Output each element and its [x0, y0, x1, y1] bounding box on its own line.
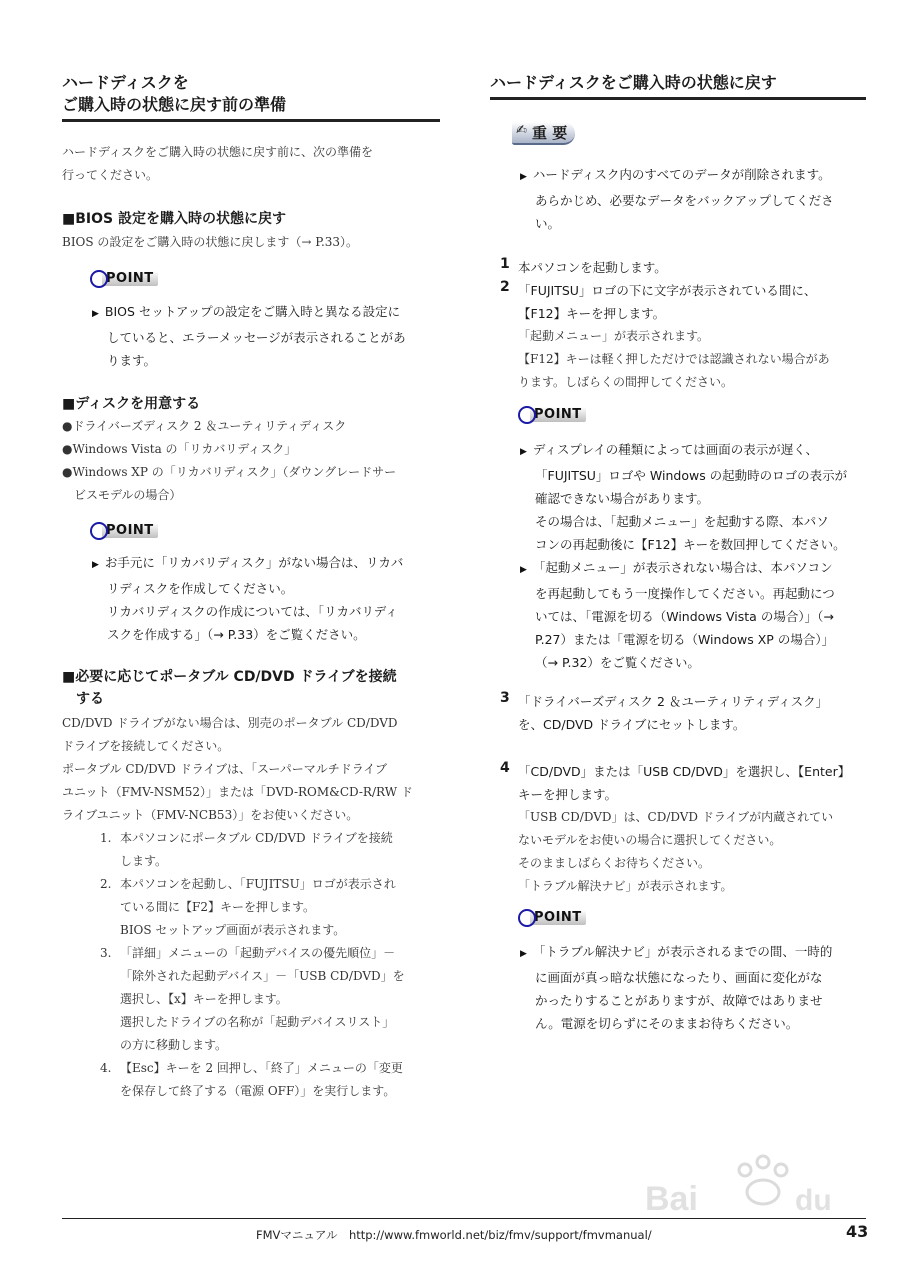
drive-heading: ■必要に応じてポータブル CD/DVD ドライブを接続 する	[62, 669, 397, 707]
disk-heading: ■ディスクを用意する	[62, 396, 201, 412]
magnifier-icon	[518, 909, 536, 927]
page-number: 43	[846, 1222, 869, 1241]
disk-point-note: ▶ お手元に「リカバリディスク」がない場合は、リカバ リディスクを作成してください。 リカバリディスクの作成については、「リカバリディ スクを作成する」（→ P.33）をご覧ください。	[92, 555, 404, 642]
magnifier-icon	[518, 406, 536, 424]
triangle-bullet-icon: ▶	[520, 172, 527, 182]
step-4: 4 「CD/DVD」または「USB CD/DVD」を選択し、【Enter】 キーを押します。 「USB CD/DVD」は、CD/DVD ドライブが内蔵されてい ないモデルをお使いの場合に選択してください。 そのまましばらくお待ちください。 「トラブル解決ナビ」が表示されます。	[500, 760, 851, 893]
bios-text: BIOS の設定をご購入時の状態に戻します（→ P.33）。	[62, 235, 359, 249]
list-item: ●Windows Vista の「リカバリディスク」	[62, 442, 297, 456]
list-item: ●ドライバーズディスク 2 ＆ユーティリティディスク	[62, 419, 347, 433]
drive-steps	[100, 827, 440, 1103]
list-item: ●Windows XP の「リカバリディスク」（ダウングレードサー	[62, 465, 397, 479]
step-item: 3. 「詳細」メニューの「起動デバイスの優先順位」－ 「除外された起動デバイス」－「USB CD/DVD」を 選択し、【x】キーを押します。 選択したドライブの名称が「起動デバイスリスト」 の方に移動します。	[100, 946, 405, 1052]
step4-point-note: ▶ 「トラブル解決ナビ」が表示されるまでの間、一時的 に画面が真っ暗な状態になったり、画面に変化がな かったりすることがありますが、故障ではありませ ん。電源を切らずにそのままお待ちください。	[520, 944, 833, 1031]
step-item: 1. 本パソコンにポータブル CD/DVD ドライブを接続 します。	[100, 831, 393, 868]
triangle-bullet-icon: ▶	[520, 949, 527, 959]
triangle-bullet-icon: ▶	[520, 565, 527, 575]
point-badge-disk: POINT	[90, 520, 158, 538]
bios-heading: ■BIOS 設定を購入時の状態に戻す	[62, 211, 286, 227]
footer-text: FMVマニュアル http://www.fmworld.net/biz/fmv/support/fmvmanual/	[256, 1228, 652, 1242]
step-1: 1 本パソコンを起動します。	[500, 256, 667, 275]
point-badge-bios: POINT	[90, 268, 158, 286]
hand-icon: ✍	[516, 123, 527, 138]
right-section-title: ハードディスクをご購入時の状態に戻す	[490, 72, 866, 100]
left-section-title: ハードディスクを ご購入時の状態に戻す前の準備	[62, 72, 440, 122]
svg-text:du: du	[795, 1184, 832, 1217]
footer-rule	[62, 1218, 866, 1219]
magnifier-icon	[90, 270, 108, 288]
important-badge: ✍ 重 要	[512, 122, 575, 145]
step2-point-note: ▶ ディスプレイの種類によっては画面の表示が遅く、 「FUJITSU」ロゴや Windows の起動時のロゴの表示が 確認できない場合があります。 その場合は、「起動メニュー」を起動する際、本パソ コンの再起動後に【F12】キーを数回押してください。 ▶ 「起動メニュー」が表示されない場合は、本パソコン を再起動してもう一度操作してください。再起動につ いては、「電源を切る（Windows Vista の場合）」（→ P.27）または「電源を切る（Windows XP の場合）」 （→ P.32）をご覧ください。	[520, 442, 848, 670]
step-3: 3 「ドライバーズディスク 2 ＆ユーティリティディスク」 を、CD/DVD ドライブにセットします。	[500, 690, 829, 732]
step-item: 2. 本パソコンを起動し、「FUJITSU」ロゴが表示され ている間に【F2】キーを押します。 BIOS セットアップ画面が表示されます。	[100, 877, 396, 937]
bios-point-note: ▶ BIOS セットアップの設定をご購入時と異なる設定に していると、エラーメッセージが表示されることがあ ります。	[92, 304, 406, 368]
intro-paragraph: ハードディスクをご購入時の状態に戻す前に、次の準備を 行ってください。	[62, 145, 374, 182]
step-item: 4. 【Esc】キーを 2 回押し、「終了」メニューの「変更 を保存して終了する（電源 OFF）」を実行します。	[100, 1061, 403, 1098]
svg-text:Bai: Bai	[645, 1180, 698, 1218]
important-note: ▶ ハードディスク内のすべてのデータが削除されます。 あらかじめ、必要なデータをバックアップしてくださ い。	[520, 167, 834, 231]
triangle-bullet-icon: ▶	[92, 560, 99, 570]
magnifier-icon	[90, 522, 108, 540]
step-2: 2 「FUJITSU」ロゴの下に文字が表示されている間に、 【F12】キーを押します。 「起動メニュー」が表示されます。 【F12】キーは軽く押しただけでは認識されない場合があ ります。しばらくの間押してください。	[500, 279, 830, 389]
point-badge-step2: POINT	[518, 404, 586, 422]
point-badge-step4: POINT	[518, 907, 586, 925]
triangle-bullet-icon: ▶	[92, 309, 99, 319]
drive-paragraph: CD/DVD ドライブがない場合は、別売のポータブル CD/DVD ドライブを接続してください。 ポータブル CD/DVD ドライブは、「スーパーマルチドライブ ユニット（FMV-NSM52）」または「DVD-ROM&CD-R/RW ド ライブユニット（FMV-NCB53）」をお使いください。	[62, 716, 413, 822]
baidu-jingyan-watermark	[645, 1150, 875, 1240]
triangle-bullet-icon: ▶	[520, 447, 527, 457]
disk-list: ●ドライバーズディスク 2 ＆ユーティリティディスク ●Windows Vista の「リカバリディスク」 ●Windows XP の「リカバリディスク」（ダウングレードサー ビスモデルの場合）	[62, 415, 396, 507]
